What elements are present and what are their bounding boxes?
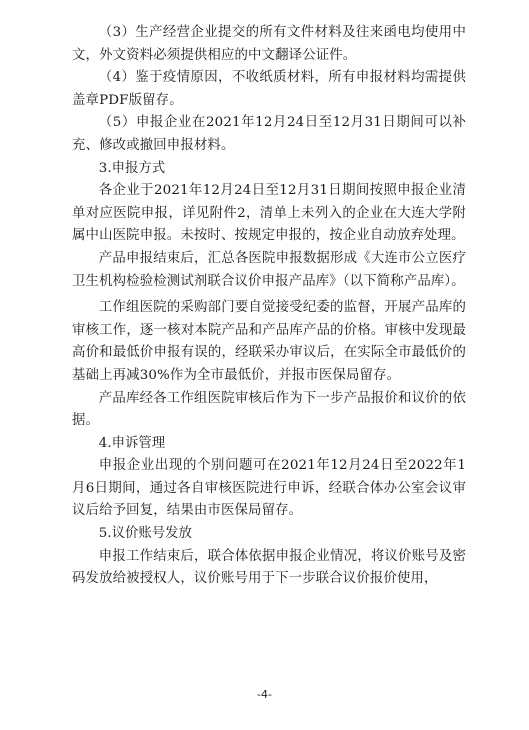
paragraph-item-3: （3）生产经营企业提交的所有文件材料及往来函电均使用中文，外文资料必须提供相应的中文翻译公证件。 [72, 25, 466, 63]
paragraph-item-5: （5）申报企业在2021年12月24日至12月31日期间可以补充、修改或撤回申报材料。 [72, 115, 466, 153]
paragraph-review-basis: 产品库经各工作组医院审核后作为下一步产品报价和议价的依据。 [72, 390, 466, 429]
section-heading-appeal-management: 4.申诉管理 [98, 435, 166, 451]
paragraph-application-method: 各企业于2021年12月24日至12月31日期间按照申报企业清单对应医院申报，详见附件2，清单上未列入的企业在大连大学附属中山医院申报。未按时、按规定申报的，按企业自动放弃处理。 [72, 183, 466, 244]
document-body [72, 22, 466, 591]
paragraph-product-library: 产品申报结束后，汇总各医院申报数据形成《大连市公立医疗卫生机构检验检测试剂联合议价申报产品库》（以下简称产品库）。 [72, 250, 466, 289]
section-heading-account-distribution: 5.议价账号发放 [98, 526, 192, 542]
paragraph-item-4: （4）鉴于疫情原因，不收纸质材料，所有申报材料均需提供盖章PDF版留存。 [72, 70, 466, 108]
paragraph-account-distribution: 申报工作结束后，联合体依据申报企业情况，将议价账号及密码发放给被授权人，议价账号用于下一步联合议价报价使用， [72, 548, 466, 587]
paragraph-appeal-management: 申报企业出现的个别问题可在2021年12月24日至2022年1月6日期间，通过各自审核医院进行申诉，经联合体办公室会议审议后给予回复，结果由市医保局留存。 [72, 458, 466, 519]
paragraph-review-work: 工作组医院的采购部门要自觉接受纪委的监督，开展产品库的审核工作，逐一核对本院产品和产品库产品的价格。审核中发现最高价和最低价申报有误的，经联采办审议后，在实际全市最低价的基础上再减30%作为全市最低价，并报市医保局留存。 [72, 300, 466, 383]
section-heading-application-method: 3.申报方式 [98, 160, 166, 176]
page-number: -4- [257, 688, 272, 701]
